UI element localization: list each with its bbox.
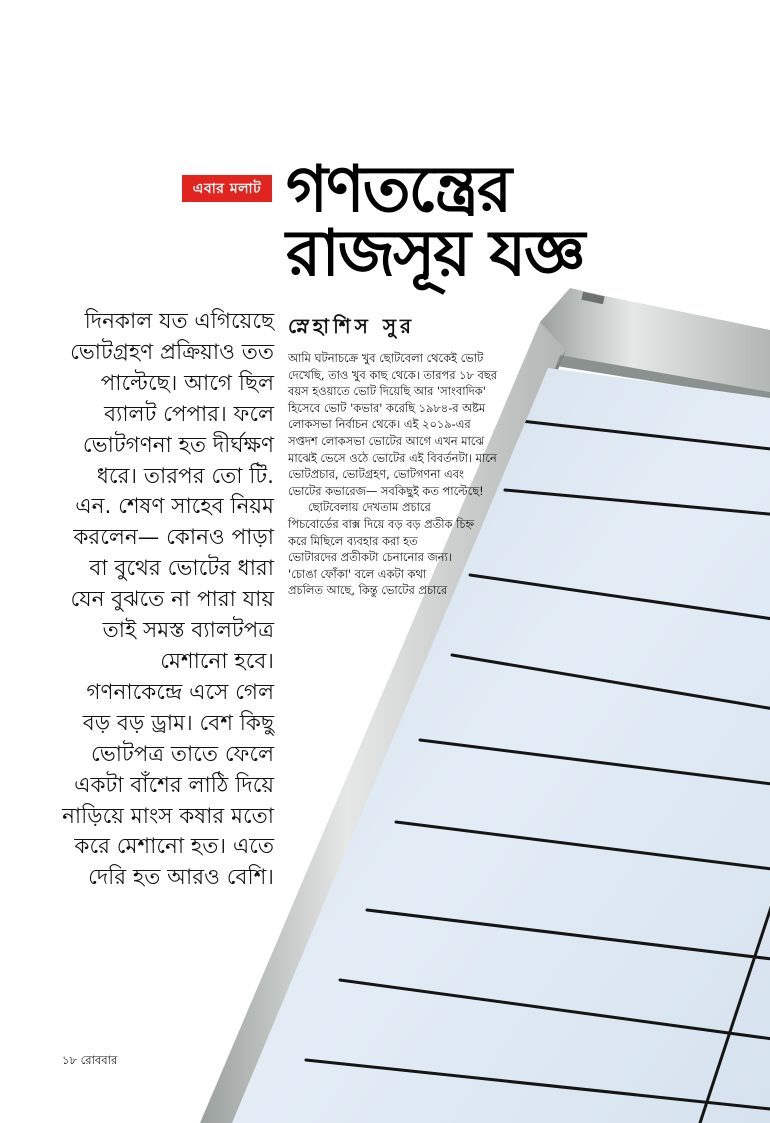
body-paragraph-1: আমি ঘটনাচক্রে খুব ছোটবেলা থেকেই ভোট দেখেছি, তাও খুব কাছ থেকে। তারপর ১৮ বছর বয়স হওয়াতে ভোট দিয়েছি আর 'সাংবাদিক' হিসেবে ভোট 'কভার' করেছি ১৯৮৪-র অষ্টম লোকসভা নির্বাচন থেকে। এই ২০১৯-এর সপ্তদশ লোকসভা ভোটের আগে এখন মাঝে মাঝেই ভেসে ওঠে ভোটের এই বিবর্তনটা। মানে ভোটপ্রচার, ভোটগ্রহণ, ভোটগণনা এবং ভোটের কভারেজ— সবকিছুই কত পাল্টেছে! xyxy=(288,351,498,498)
lead-text: দিনকাল যত এগিয়েছে ভোটগ্রহণ প্রক্রিয়াও তত পাল্টেছে। আগে ছিল ব্যালট পেপার। ফলে ভোটগণনা হত দীর্ঘক্ষণ ধরে। তারপর তো টি. এন. শেষণ সাহেব নিয়ম করলেন— কোনও পাড়া বা বুথের ভোটের ধারা যেন বুঝতে না পারা যায় তাই সমস্ত ব্যালটপত্র মেশানো হবে। গণনাকেন্দ্রে এসে গেল বড় বড় ড্রাম। বেশ কিছু ভোটপত্র তাতে ফেলে একটা বাঁশের লাঠি দিয়ে নাড়িয়ে মাংস কষার মতো করে মেশানো হত। এতে দেরি হত আরও বেশি। xyxy=(62,309,274,891)
body-column xyxy=(288,350,500,765)
lead-paragraph xyxy=(62,307,274,894)
body-paragraph-2: ছোটবেলায় দেখতাম প্রচারে পিচবোর্ডের বাক্স দিয়ে বড় বড় প্রতীক চিহ্ন করে মিছিলে ব্যবহার করা হত ভোটারদের প্রতীকটা চেনানোর জন্য। 'চোঙা ফোঁকা' বলে একটা কথা প্রচলিত আছে, কিন্তু ভোটের প্রচারে xyxy=(288,500,474,598)
headline-line-1: গণতন্ত্রের xyxy=(286,153,511,227)
headline-line-2: রাজসূয় যজ্ঞ xyxy=(286,217,584,291)
page-folio: ১৮ রোববার xyxy=(62,1053,118,1067)
section-tag: এবার মলাট xyxy=(182,175,272,202)
byline: স্নেহাশিস সুর xyxy=(288,314,416,338)
